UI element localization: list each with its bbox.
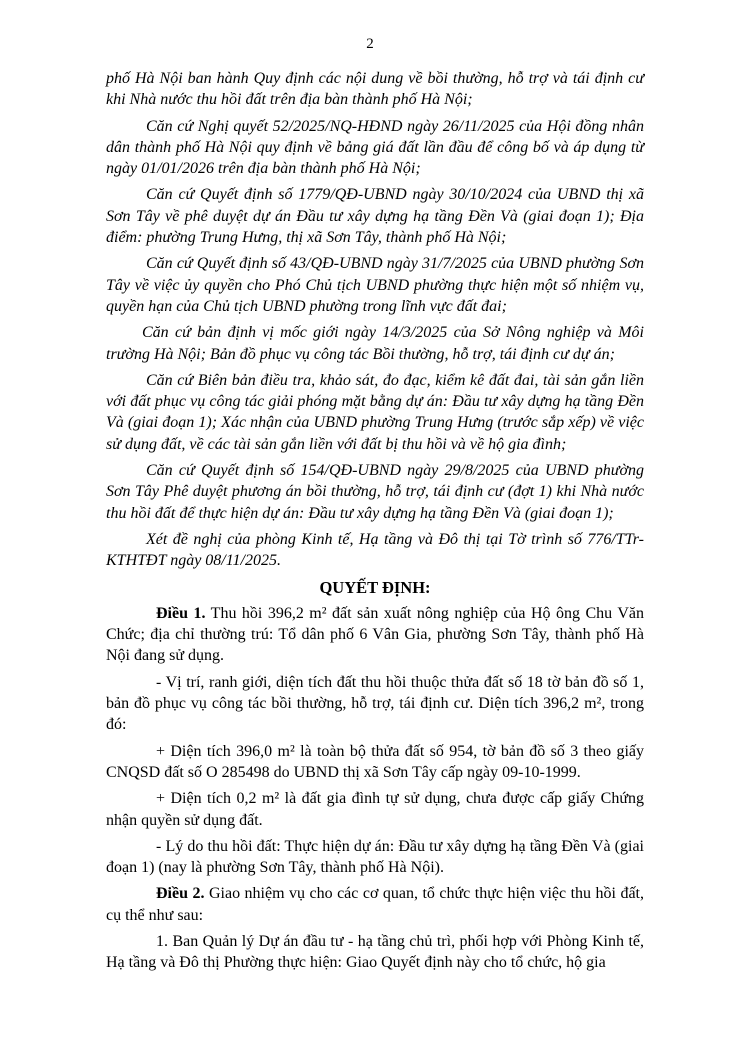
paragraph-legal-basis-6: Căn cứ Biên bản điều tra, khảo sát, đo đạc, kiểm kê đất đai, tài sản gắn liền với đất phục vụ công tác giải phóng mặt bằng dự án: Đầu tư xây dựng hạ tầng Đền Và (giai đoạn 1); Xác nhận của UBND phường Trung Hưng (trước sắp xếp) về việc sử dụng đất, về các tài sản gắn liền với đất bị thu hồi và về hộ gia đình; xyxy=(106,371,644,453)
paragraph-legal-basis-7: Căn cứ Quyết định số 154/QĐ-UBND ngày 29/8/2025 của UBND phường Sơn Tây Phê duyệt phương án bồi thường, hỗ trợ, tái định cư (đợt 1) khi Nhà nước thu hồi đất để thực hiện dự án: Đầu tư xây dựng hạ tầng Đền Và (giai đoạn 1); xyxy=(106,462,644,522)
paragraph-legal-basis-1: phố Hà Nội ban hành Quy định các nội dung về bồi thường, hỗ trợ và tái định cư khi Nhà nước thu hồi đất trên địa bàn thành phố Hà Nội; xyxy=(106,70,644,109)
paragraph-legal-basis-4: Căn cứ Quyết định số 43/QĐ-UBND ngày 31/7/2025 của UBND phường Sơn Tây về việc ủy quyền cho Phó Chủ tịch UBND phường thực hiện một số nhiệm vụ, quyền hạn của Chủ tịch UBND phường trong lĩnh vực đất đai; xyxy=(106,255,644,315)
document-body xyxy=(106,68,644,979)
article-2-text: Giao nhiệm vụ cho các cơ quan, tổ chức thực hiện việc thu hồi đất, cụ thể như sau: xyxy=(106,885,644,924)
article-1-label: Điều 1. xyxy=(156,604,206,622)
article-1 xyxy=(106,603,644,667)
article-1-area-b: + Diện tích 0,2 m² là đất gia đình tự sử dụng, chưa được cấp giấy Chứng nhận quyền sử dụng đất. xyxy=(106,790,644,829)
article-1-area-a: + Diện tích 396,0 m² là toàn bộ thửa đất số 954, tờ bản đồ số 3 theo giấy CNQSD đất số O 285498 do UBND thị xã Sơn Tây cấp ngày 09-10-1999. xyxy=(106,742,644,781)
paragraph-proposal: Xét đề nghị của phòng Kinh tế, Hạ tầng và Đô thị tại Tờ trình số 776/TTr-KTHTĐT ngày 08/11/2025. xyxy=(106,530,644,570)
article-2-label: Điều 2. xyxy=(156,885,205,903)
article-1-reason: - Lý do thu hồi đất: Thực hiện dự án: Đầu tư xây dựng hạ tầng Đền Và (giai đoạn 1) (nay là phường Sơn Tây, thành phố Hà Nội). xyxy=(106,837,644,877)
decision-heading: QUYẾT ĐỊNH: xyxy=(319,577,431,597)
article-2 xyxy=(106,883,644,926)
article-1-location: - Vị trí, ranh giới, diện tích đất thu hồi thuộc thửa đất số 18 tờ bản đồ số 1, bản đồ phục vụ công tác bồi thường, hỗ trợ, tái định cư. Diện tích 396,2 m², trong đó: xyxy=(106,673,644,734)
paragraph-legal-basis-3: Căn cứ Quyết định số 1779/QĐ-UBND ngày 30/10/2024 của UBND thị xã Sơn Tây về phê duyệt dự án Đầu tư xây dựng hạ tầng Đền Và (giai đoạn 1); Địa điểm: phường Trung Hưng, thị xã Sơn Tây, thành phố Hà Nội; xyxy=(106,186,644,247)
page-number: 2 xyxy=(366,36,374,52)
paragraph-legal-basis-2: Căn cứ Nghị quyết 52/2025/NQ-HĐND ngày 26/11/2025 của Hội đồng nhân dân thành phố Hà Nội quy định về bảng giá đất lần đầu để công bố và áp dụng từ ngày 01/01/2026 trên địa bàn thành phố Hà Nội; xyxy=(106,117,644,178)
paragraph-legal-basis-5: Căn cứ bản định vị mốc giới ngày 14/3/2025 của Sở Nông nghiệp và Môi trường Hà Nội; Bản đồ phục vụ công tác Bồi thường, hỗ trợ, tái định cư dự án; xyxy=(106,324,644,363)
article-2-item-1: 1. Ban Quản lý Dự án đầu tư - hạ tầng chủ trì, phối hợp với Phòng Kinh tế, Hạ tầng và Đô thị Phường thực hiện: Giao Quyết định này cho tổ chức, hộ gia xyxy=(106,932,644,972)
article-1-text: Thu hồi 396,2 m² đất sản xuất nông nghiệp của Hộ ông Chu Văn Chức; địa chỉ thường trú: Tổ dân phố 6 Vân Gia, phường Sơn Tây, thành phố Hà Nội đang sử dụng. xyxy=(106,604,645,665)
